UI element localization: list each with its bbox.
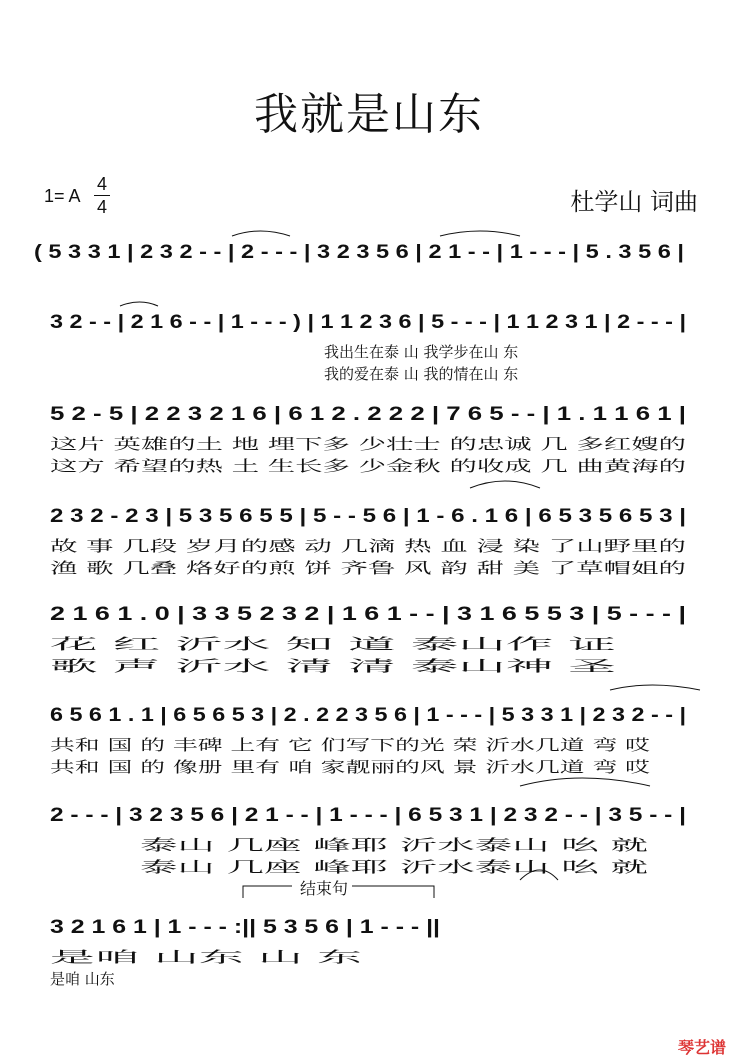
notation-row-8: 3 2 1 6 1 | 1 - - - :|| 5 3 5 6 | 1 - - - || (50, 917, 440, 938)
lyrics-row-4-verse-2: 渔 歌 几叠 烙好的煎 饼 齐鲁 风 韵 甜 美 了草帽姐的 (50, 559, 686, 577)
lyrics-row-7-verse-1: 泰山 几座 峰耶 沂水泰山 吆 就 (140, 836, 648, 854)
notation-row-2: 3 2 - - | 2 1 6 - - | 1 - - - ) | 1 1 2 3 6 | 5 - - - | 1 1 2 3 1 | 2 - - - | (50, 312, 686, 333)
lyrics-row-8-verse-2: 是咱 山东 (50, 970, 115, 988)
notation-row-1: ( 5 3 3 1 | 2 3 2 - - | 2 - - - | 3 2 3 5 6 | 2 1 - - | 1 - - - | 5 . 3 5 6 | (34, 242, 684, 263)
composer-credit: 杜学山 词曲 (570, 188, 698, 216)
lyrics-row-5-verse-1: 花 红 沂水 知 道 泰山作 证 (50, 635, 616, 653)
notation-row-3: 5 2 - 5 | 2 2 3 2 1 6 | 6 1 2 . 2 2 2 | 7 6 5 - - | 1 . 1 1 6 1 | (50, 404, 686, 425)
key-signature: 1= A (44, 186, 81, 206)
watermark-logo: 琴艺谱 (677, 1038, 726, 1057)
notation-row-5: 2 1 6 1 . 0 | 3 3 5 2 3 2 | 1 6 1 - - | 3 1 6 5 5 3 | 5 - - - | (50, 604, 686, 625)
time-sig-bottom: 4 (96, 197, 107, 217)
notation-row-4: 2 3 2 - 2 3 | 5 3 5 6 5 5 | 5 - - 5 6 | 1 - 6 . 1 6 | 6 5 3 5 6 5 3 | (50, 506, 686, 527)
lyrics-row-4-verse-1: 故 事 几段 岁月的感 动 几滴 热 血 浸 染 了山野里的 (50, 537, 686, 555)
notation-row-7: 2 - - - | 3 2 3 5 6 | 2 1 - - | 1 - - - | 6 5 3 1 | 2 3 2 - - | 3 5 - - | (50, 805, 686, 826)
lyrics-row-3-verse-1: 这片 英雄的土 地 埋下多 少壮士 的忠诚 几 多红嫂的 (50, 435, 686, 453)
lyrics-row-6-verse-1: 共和 国 的 丰碑 上有 它 们写下的光 荣 沂水几道 弯 哎 (50, 736, 650, 754)
lyrics-row-5-verse-2: 歌 声 沂水 清 清 泰山神 圣 (50, 657, 616, 675)
lyrics-row-3-verse-2: 这方 希望的热 土 生长多 少金秋 的收成 几 曲黄海的 (50, 457, 686, 475)
lyrics-row-8-verse-1: 是咱 山东 山 东 (50, 948, 362, 966)
lyrics-row-7-verse-2: 泰山 几座 峰耶 沂水泰山 吆 就 (140, 858, 648, 876)
ending-label: 结束句 (296, 876, 352, 899)
time-sig-top: 4 (96, 174, 107, 194)
lyrics-row-6-verse-2: 共和 国 的 像册 里有 咱 家靓丽的风 景 沂水几道 弯 哎 (50, 758, 650, 776)
lyrics-row-2-verse-1: 我出生在泰 山 我学步在山 东 (324, 343, 519, 361)
lyrics-row-2-verse-2: 我的爱在泰 山 我的情在山 东 (324, 365, 519, 383)
song-title: 我就是山东 (254, 89, 484, 140)
notation-row-6: 6 5 6 1 . 1 | 6 5 6 5 3 | 2 . 2 2 3 5 6 | 1 - - - | 5 3 3 1 | 2 3 2 - - | (50, 705, 686, 726)
